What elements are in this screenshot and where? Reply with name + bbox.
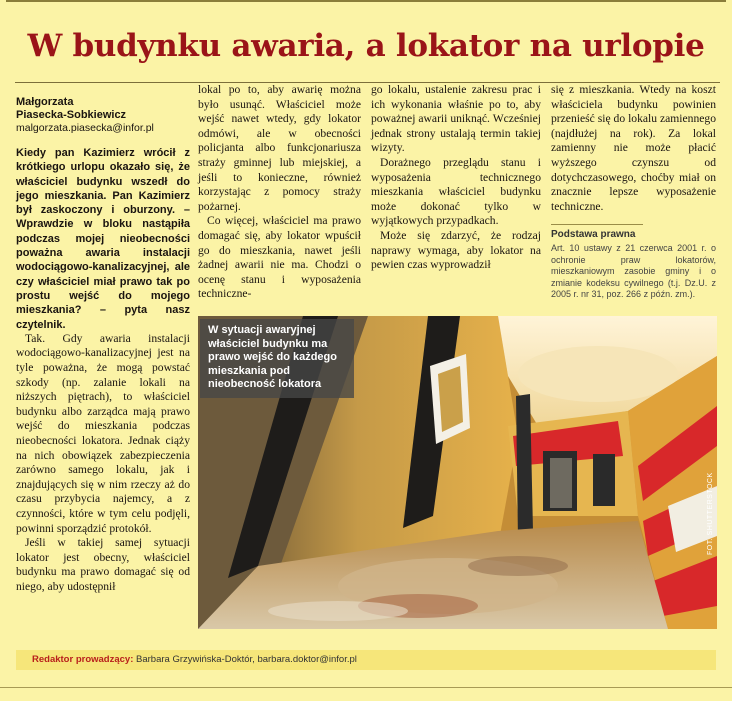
photo-caption: W sytuacji awaryjnej właściciel budynku ma prawo wejść do każdego mieszkania pod nieobecność lokatora <box>200 319 354 398</box>
lead-paragraph: Kiedy pan Kazimierz wrócił z krótkiego urlopu okazało się, że właściciel budynku wszedł do jego mieszkania. Pan Kazimierz był zaskoczony i oburzony. – Wprawdzie w bloku nastąpiła podczas mojej nieobecności poważna awaria instalacji wodociągowo-kanalizacyjnej, ale czy właściciel miał prawo tak po prostu wejść do mojego mieszkania? – pyta nasz czytelnik. <box>16 147 190 331</box>
photo-credit: FOT. SHUTTERSTOCK <box>707 472 714 555</box>
legal-basis-text: Art. 10 ustawy z 21 czerwca 2001 r. o ochronie praw lokatorów, mieszkaniowym zasobie gminy i o zmianie kodeksu cywilnego (t.j. Dz.U. z 2005 r. nr 31, poz. 266 z późn. zm.). <box>551 242 716 300</box>
author-first-name: Małgorzata <box>16 96 74 108</box>
column-1 <box>16 96 190 595</box>
author-name <box>16 96 190 122</box>
legal-basis-box <box>551 228 716 301</box>
bottom-border <box>0 687 732 688</box>
author-last-name: Piasecka-Sobkiewicz <box>16 109 127 121</box>
body-paragraph: Dorażnego przeglądu stanu i wyposażenia technicznego mieszkania właściciel budynku może dokonać tylko w wyjątkowych przypadkach. <box>371 155 541 228</box>
editor-names: Barbara Grzywińska-Doktór, barbara.doktor@infor.pl <box>136 654 357 665</box>
body-paragraph: się z mieszkania. Wtedy na koszt właściciela budynku powinien przenieść się do lokalu zamiennego (najdłużej na rok). Za lokal zamienny nie może płacić wyższego czynszu od dotychczasowego, choćby miał on znacznie lepsze wyposażenie techniczne. <box>551 83 716 213</box>
legal-basis-title: Podstawa prawna <box>551 229 636 241</box>
body-paragraph: Jeśli w takiej samej sytuacji lokator jest obecny, właściciel budynku ma prawo domagać się od niego, aby udostępnił <box>16 536 190 593</box>
column-3 <box>371 83 541 273</box>
column-4 <box>551 83 716 301</box>
body-paragraph: go lokalu, ustalenie zakresu prac i ich wykonania właśnie po to, aby poważnej awarii uniknąć. Wcześniej jednak strony ustalają termin takiej wizyty. <box>371 83 541 155</box>
legal-box-rule <box>551 224 643 225</box>
editor-label: Redaktor prowadzący: <box>32 654 134 665</box>
body-paragraph: lokal po to, aby awarię można było usunąć. Właściciel może wejść nawet wtedy, gdy lokator odmówi, ale w obecności policjanta albo funkcjonariusza straży gminnej lub miejskiej, a jeśli to konieczne, również korzystając z pomocy straży pożarnej. <box>198 83 361 213</box>
body-paragraph: Co więcej, właściciel ma prawo domagać się, aby lokator wpuścił go do mieszkania, nawet jeśli żadnej awarii nie ma. Chodzi o ocenę stanu i wyposażenia techniczne- <box>198 214 361 301</box>
editor-strip <box>16 650 716 670</box>
top-border <box>6 0 726 2</box>
headline: W budynku awaria, a lokator na urlopie <box>27 28 705 64</box>
author-email: malgorzata.piasecka@infor.pl <box>16 122 154 134</box>
body-paragraph: Tak. Gdy awaria instalacji wodociągowo-kanalizacyjnej jest na tyle poważna, że mogą powstać szkody (np. zalanie lokali na niższych piętrach), to właściciel budynku albo zarządca mają prawo wejść do mieszkania podczas nieobecności lokatora. Jednak ciąży na nich obowiązek zabezpieczenia zarówno samego lokalu, jak i znajdujących się w nim rzeczy aż do czasu przybycia najemcy, a z czynności, które w tym celu podjęli, powinni sporządzić protokół. <box>16 331 190 535</box>
body-paragraph: Może się zdarzyć, że rodzaj naprawy wymaga, aby lokator na pewien czas wyprowadził <box>371 228 541 272</box>
column-2 <box>198 83 361 302</box>
